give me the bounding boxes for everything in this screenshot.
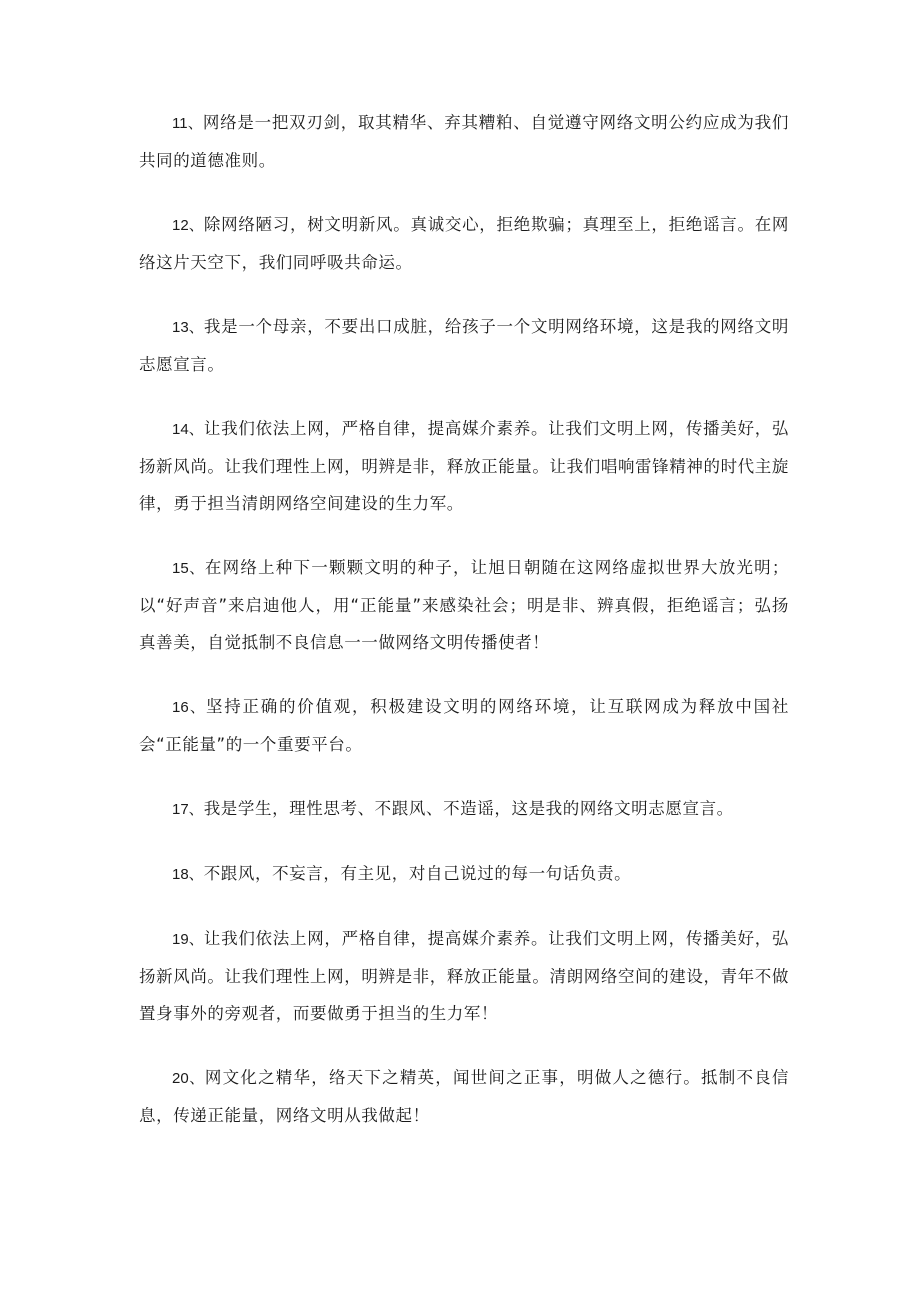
paragraph-15 [139, 549, 789, 661]
paragraph-number: 11、 [172, 115, 203, 132]
paragraph-17 [139, 790, 789, 828]
paragraph-12 [139, 206, 789, 281]
paragraph-20 [139, 1059, 789, 1134]
paragraph-number: 19、 [172, 931, 204, 948]
paragraph-text: 不跟风，不妄言，有主见，对自己说过的每一句话负责。 [203, 864, 632, 883]
paragraph-19 [139, 920, 789, 1032]
document-body [139, 104, 789, 1161]
paragraph-number: 14、 [172, 421, 204, 438]
paragraph-13 [139, 308, 789, 383]
paragraph-number: 20、 [172, 1070, 205, 1087]
paragraph-text: 我是学生，理性思考、不跟风、不造谣，这是我的网络文明志愿宣言。 [203, 799, 734, 818]
paragraph-number: 15、 [172, 560, 205, 577]
paragraph-16 [139, 688, 789, 763]
paragraph-text: 坚持正确的价值观，积极建设文明的网络环境，让互联网成为释放中国社会“正能量”的一个重要平台。 [139, 697, 789, 754]
paragraph-text: 网络是一把双刃剑，取其精华、弃其糟粕、自觉遵守网络文明公约应成为我们共同的道德准则。 [139, 113, 789, 170]
paragraph-number: 16、 [172, 699, 206, 716]
paragraph-number: 13、 [172, 319, 204, 336]
paragraph-number: 12、 [172, 217, 204, 234]
paragraph-text: 让我们依法上网，严格自律，提高媒介素养。让我们文明上网，传播美好，弘扬新风尚。让我们理性上网，明辨是非，释放正能量。让我们唱响雷锋精神的时代主旋律，勇于担当清朗网络空间建设的生力军。 [139, 419, 790, 513]
paragraph-text: 我是一个母亲，不要出口成脏，给孩子一个文明网络环境，这是我的网络文明志愿宣言。 [139, 317, 790, 374]
paragraph-text: 网文化之精华，络天下之精英，闻世间之正事，明做人之德行。抵制不良信息，传递正能量，网络文明从我做起！ [139, 1068, 789, 1125]
paragraph-text: 让我们依法上网，严格自律，提高媒介素养。让我们文明上网，传播美好，弘扬新风尚。让我们理性上网，明辨是非，释放正能量。清朗网络空间的建设，青年不做置身事外的旁观者，而要做勇于担当的生力军！ [139, 929, 790, 1023]
paragraph-text: 在网络上种下一颗颗文明的种子，让旭日朝随在这网络虚拟世界大放光明；以“好声音”来启迪他人，用“正能量”来感染社会；明是非、辨真假，拒绝谣言；弘扬真善美，自觉抵制不良信息一一做网络文明传播使者！ [139, 558, 789, 652]
paragraph-14 [139, 410, 789, 522]
paragraph-text: 除网络陋习，树文明新风。真诚交心，拒绝欺骗；真理至上，拒绝谣言。在网络这片天空下，我们同呼吸共命运。 [139, 215, 790, 272]
paragraph-11 [139, 104, 789, 179]
paragraph-number: 18、 [172, 866, 204, 883]
paragraph-number: 17、 [172, 801, 204, 818]
paragraph-18 [139, 855, 789, 893]
